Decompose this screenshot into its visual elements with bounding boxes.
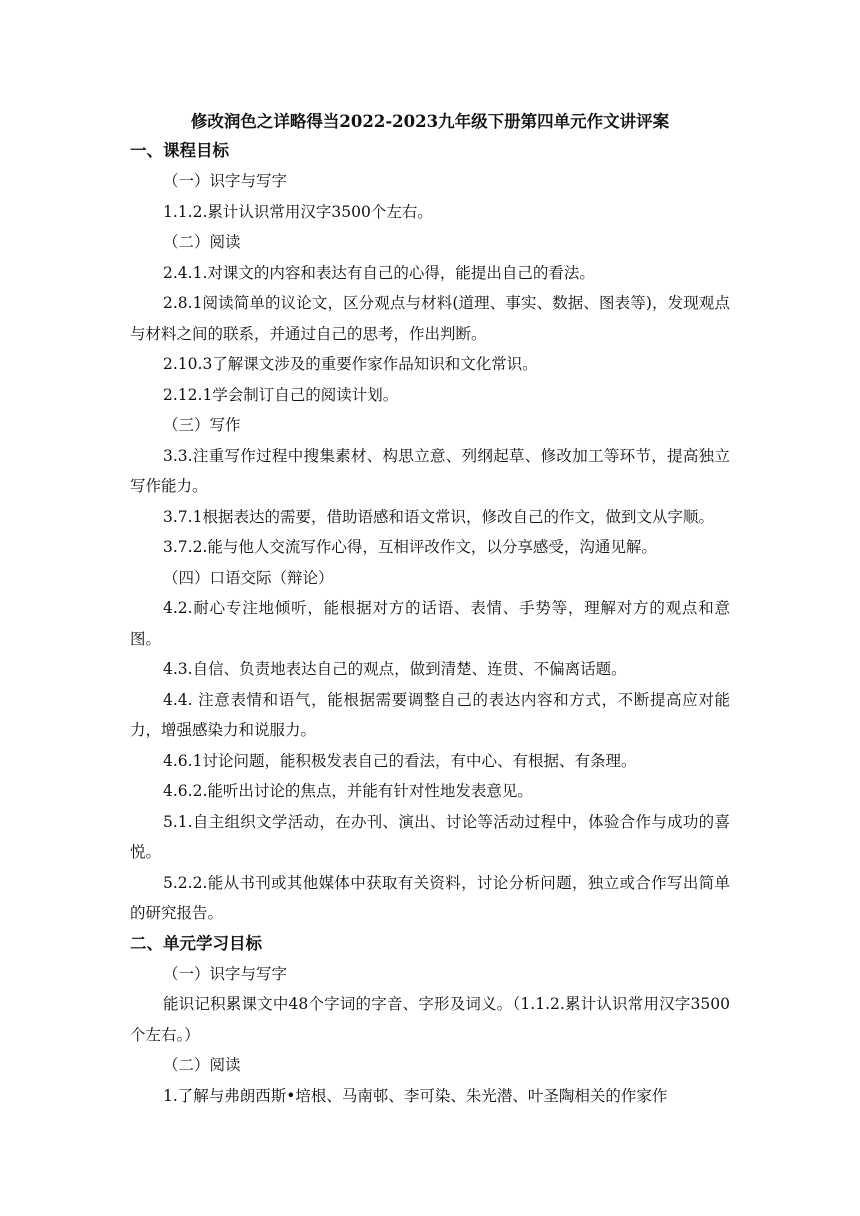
paragraph: 3.7.2.能与他人交流写作心得，互相评改作文，以分享感受，沟通见解。 [163,538,657,556]
paragraph: 5.2.2.能从书刊或其他媒体中获取有关资料，讨论分析问题，独立或合作写出简单的研究报告。 [130,873,730,922]
paragraph: 1.1.2.累计认识常用汉字3500个左右。 [163,202,433,221]
document-title: 修改润色之详略得当2022-2023九年级下册第四单元作文讲评案 [190,112,670,131]
section-heading-course-goals: 一、课程目标 [130,141,229,160]
paragraph: 4.2.耐心专注地倾听，能根据对方的话语、表情、手势等，理解对方的观点和意图。 [130,599,730,648]
section-heading-unit-goals: 二、单元学习目标 [130,933,262,953]
paragraph: 能识记积累课文中48个字词的字音、字形及词义。（1.1.2.累计认识常用汉字3500个左右。） [130,995,730,1044]
paragraph: 4.6.2.能听出讨论的焦点，并能有针对性地发表意见。 [163,782,533,800]
subheading-reading: （二）阅读 [163,233,241,251]
paragraph: 2.10.3了解课文涉及的重要作家作品知识和文化常识。 [163,355,538,373]
paragraph: 4.4. 注意表情和语气，能根据需要调整自己的表达内容和方式，不断提高应对能力，增强感染力和说服力。 [130,690,730,739]
paragraph: 3.7.1根据表达的需要，借助语感和语文常识，修改自己的作文，做到文从字顺。 [163,507,714,526]
paragraph: 5.1.自主组织文学活动，在办刊、演出、讨论等活动过程中，体验合作与成功的喜悦。 [130,812,730,861]
paragraph: 2.12.1学会制订自己的阅读计划。 [163,385,399,404]
subheading-literacy: （一）识字与写字 [163,172,288,190]
paragraph: 2.8.1阅读简单的议论文，区分观点与材料(道理、事实、数据、图表等)，发现观点与材料之间的联系，并通过自己的思考，作出判断。 [130,294,730,343]
subheading-literacy: （一）识字与写字 [163,964,288,983]
subheading-writing: （三）写作 [163,416,241,434]
paragraph: 4.3.自信、负责地表达自己的观点，做到清楚、连贯、不偏离话题。 [163,660,627,678]
paragraph: 1.了解与弗朗西斯•培根、马南邨、李可染、朱光潜、叶圣陶相关的作家作 [163,1086,668,1105]
paragraph: 3.3.注重写作过程中搜集素材、构思立意、列纲起草、修改加工等环节，提高独立写作能力。 [130,446,730,495]
paragraph: 2.4.1.对课文的内容和表达有自己的心得，能提出自己的看法。 [163,263,595,282]
subheading-reading: （二）阅读 [163,1056,241,1074]
paragraph: 4.6.1讨论问题，能积极发表自己的看法，有中心、有根据、有条理。 [163,751,637,770]
subheading-oral-communication: （四）口语交际（辩论） [163,568,334,587]
